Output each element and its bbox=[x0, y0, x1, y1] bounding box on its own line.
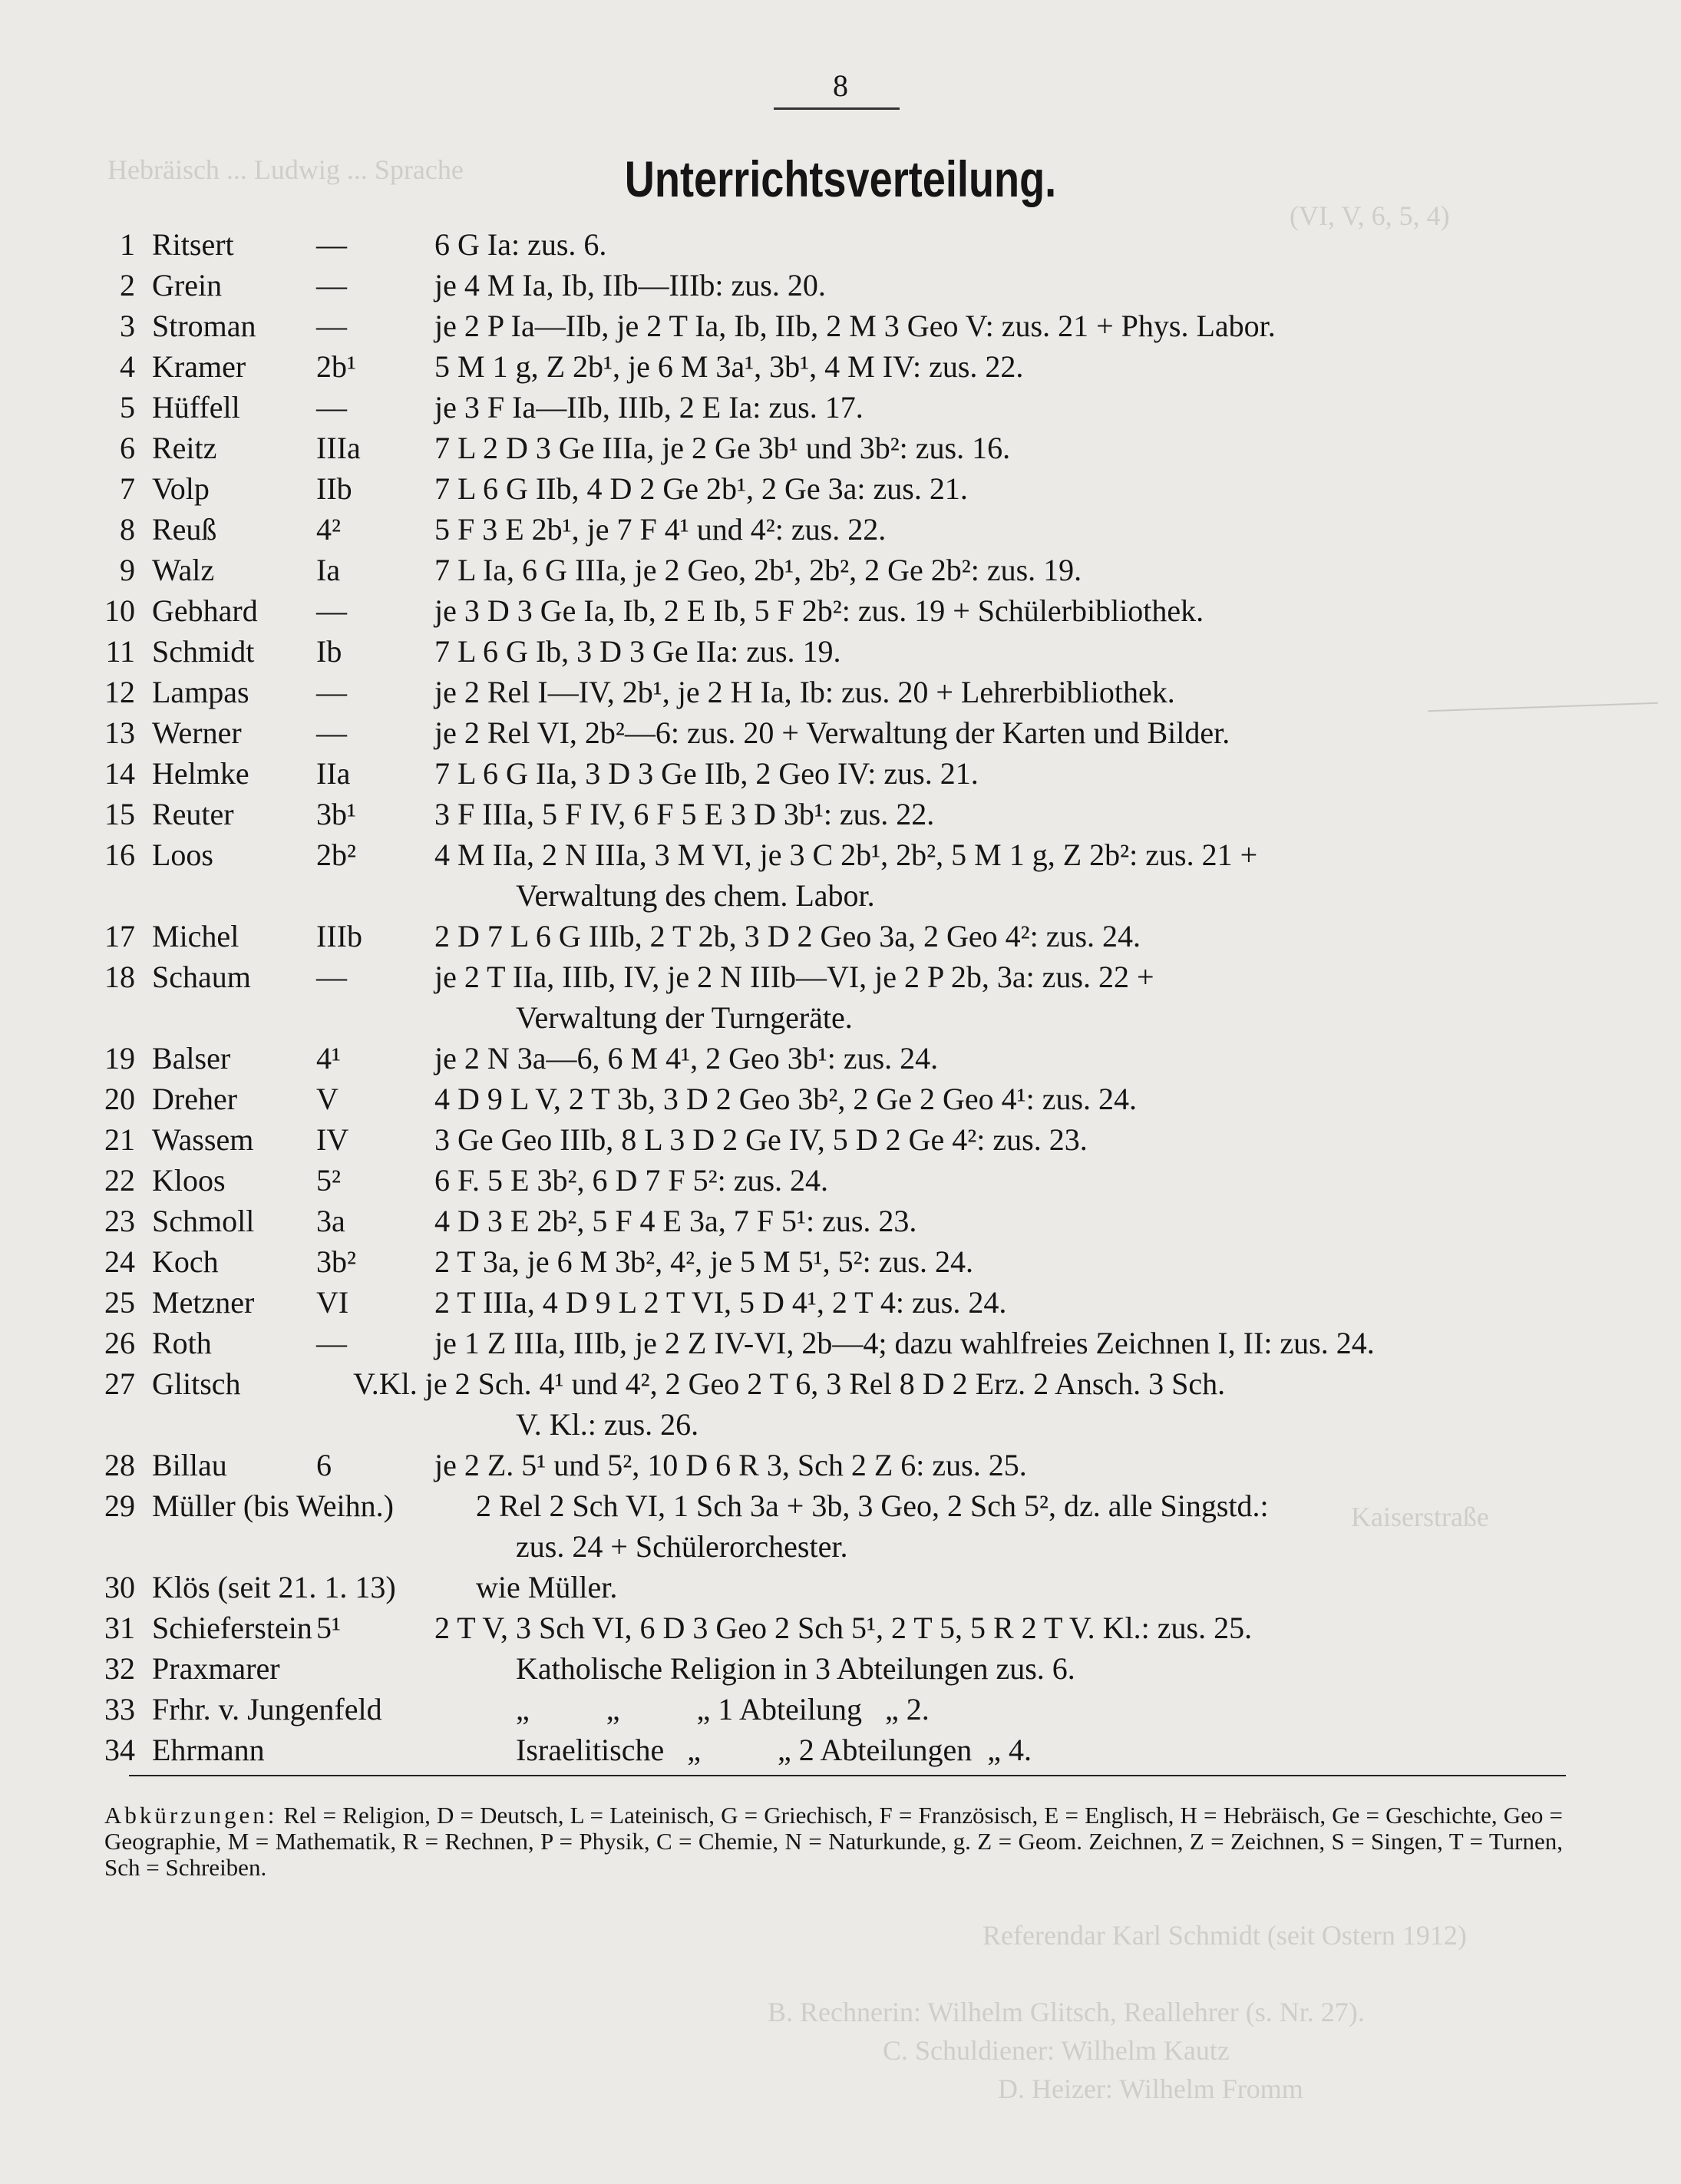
teacher-name: Praxmarer bbox=[152, 1651, 280, 1686]
table-row bbox=[0, 387, 1681, 428]
row-number: 32 bbox=[104, 1651, 135, 1686]
row-number: 16 bbox=[104, 838, 135, 872]
lesson-allocation: je 2 P Ia—IIb, je 2 T Ia, Ib, IIb, 2 M 3 Geo V: zus. 21 + Phys. Labor. bbox=[434, 309, 1276, 343]
teacher-name: Koch bbox=[152, 1244, 219, 1279]
row-number: 3 bbox=[120, 309, 135, 343]
bleed-through-text: Referendar Karl Schmidt (seit Ostern 1912) bbox=[983, 1920, 1467, 1951]
table-row bbox=[0, 590, 1681, 631]
abbreviations-text: Rel = Religion, D = Deutsch, L = Lateinisch, G = Griechisch, F = Französisch, E = Englisch, H = Hebräisch, Ge = Geschichte, Geo = Geographie, M = Mathematik, R = Rechnen, P = Physik, C = Chemie, N = Naturkunde, g. Z = Geom. Zeichnen, Z = Zeichnen, S = Singen, T = Turnen, Sch = Schreiben. bbox=[104, 1802, 1563, 1881]
row-number: 19 bbox=[104, 1041, 135, 1075]
table-row bbox=[0, 1730, 1681, 1770]
class-teacher-of: V bbox=[316, 1082, 339, 1116]
teacher-name: Schmidt bbox=[152, 634, 255, 669]
class-teacher-of: — bbox=[316, 268, 347, 302]
row-number: 31 bbox=[104, 1611, 135, 1645]
table-row-continuation bbox=[0, 997, 1681, 1038]
teacher-name: Dreher bbox=[152, 1082, 238, 1116]
teacher-name: Billau bbox=[152, 1448, 227, 1482]
lesson-allocation: 4 D 9 L V, 2 T 3b, 3 D 2 Geo 3b², 2 Ge 2 Geo 4¹: zus. 24. bbox=[434, 1082, 1138, 1116]
table-row-continuation bbox=[0, 1526, 1681, 1567]
table-row bbox=[0, 1201, 1681, 1241]
teaching-allocation-list bbox=[0, 224, 1681, 1770]
class-teacher-of: 6 bbox=[316, 1448, 332, 1482]
bleed-through-text: B. Rechnerin: Wilhelm Glitsch, Reallehrer (s. Nr. 27). bbox=[768, 1997, 1365, 2027]
table-row bbox=[0, 428, 1681, 468]
table-row bbox=[0, 1241, 1681, 1282]
class-teacher-of: 2b² bbox=[316, 838, 356, 872]
teacher-name: Hüffell bbox=[152, 390, 240, 425]
teacher-name: Gebhard bbox=[152, 593, 258, 628]
table-row bbox=[0, 1323, 1681, 1363]
row-number: 26 bbox=[104, 1326, 135, 1360]
table-row-continuation bbox=[0, 1404, 1681, 1445]
class-teacher-of: — bbox=[316, 227, 347, 262]
class-teacher-of: 2b¹ bbox=[316, 349, 356, 384]
row-number: 9 bbox=[120, 553, 135, 587]
lesson-allocation: Israelitische „ „ 2 Abteilungen „ 4. bbox=[516, 1733, 1032, 1767]
row-number: 20 bbox=[104, 1082, 135, 1116]
row-number: 4 bbox=[120, 349, 135, 384]
table-row bbox=[0, 1689, 1681, 1730]
teacher-name: Müller (bis Weihn.) bbox=[152, 1488, 394, 1523]
table-row bbox=[0, 672, 1681, 712]
table-row bbox=[0, 346, 1681, 387]
class-teacher-of: 3b² bbox=[316, 1244, 356, 1279]
row-number: 27 bbox=[104, 1366, 135, 1401]
lesson-allocation: „ „ „ 1 Abteilung „ 2. bbox=[516, 1692, 930, 1726]
class-teacher-of: IV bbox=[316, 1122, 349, 1157]
row-number: 18 bbox=[104, 960, 135, 994]
class-teacher-of: — bbox=[316, 675, 347, 709]
row-number: 34 bbox=[104, 1733, 135, 1767]
row-number: 24 bbox=[104, 1244, 135, 1279]
lesson-allocation: je 4 M Ia, Ib, IIb—IIIb: zus. 20. bbox=[434, 268, 826, 302]
table-row bbox=[0, 550, 1681, 590]
bleed-through-text: D. Heizer: Wilhelm Fromm bbox=[998, 2073, 1303, 2104]
table-row bbox=[0, 1648, 1681, 1689]
teacher-name: Schieferstein bbox=[152, 1611, 312, 1645]
abbreviations-lead: Abkürzungen: bbox=[104, 1802, 278, 1829]
lesson-allocation-continuation: Verwaltung der Turngeräte. bbox=[516, 1000, 853, 1035]
class-teacher-of: — bbox=[316, 715, 347, 750]
table-row-continuation bbox=[0, 875, 1681, 916]
teacher-name: Walz bbox=[152, 553, 215, 587]
row-number: 21 bbox=[104, 1122, 135, 1157]
class-teacher-of: 3b¹ bbox=[316, 797, 356, 831]
class-teacher-of: 4¹ bbox=[316, 1041, 341, 1075]
row-number: 25 bbox=[104, 1285, 135, 1320]
bleed-through-text: C. Schuldiener: Wilhelm Kautz bbox=[883, 2035, 1230, 2066]
teacher-name: Glitsch bbox=[152, 1366, 241, 1401]
teacher-name: Schaum bbox=[152, 960, 251, 994]
row-number: 10 bbox=[104, 593, 135, 628]
table-row bbox=[0, 1363, 1681, 1404]
row-number: 5 bbox=[120, 390, 135, 425]
class-teacher-of: VI bbox=[316, 1285, 349, 1320]
bleed-through-text: Kaiserstraße bbox=[1351, 1502, 1489, 1532]
teacher-name: Kloos bbox=[152, 1163, 226, 1198]
class-teacher-of: — bbox=[316, 1326, 347, 1360]
bleed-through-text: Hebräisch ... Ludwig ... Sprache bbox=[107, 154, 464, 185]
teacher-name: Volp bbox=[152, 471, 210, 506]
class-teacher-of: IIa bbox=[316, 756, 351, 791]
class-teacher-of: — bbox=[316, 593, 347, 628]
row-number: 6 bbox=[120, 431, 135, 465]
teacher-name: Loos bbox=[152, 838, 213, 872]
class-teacher-of: 4² bbox=[316, 512, 341, 547]
table-row bbox=[0, 1607, 1681, 1648]
teacher-name: Werner bbox=[152, 715, 242, 750]
teacher-name: Frhr. v. Jungenfeld bbox=[152, 1692, 382, 1726]
teacher-name: Lampas bbox=[152, 675, 249, 709]
row-number: 11 bbox=[105, 634, 135, 669]
teacher-name: Helmke bbox=[152, 756, 249, 791]
lesson-allocation: je 1 Z IIIa, IIIb, je 2 Z IV-VI, 2b—4; dazu wahlfreies Zeichnen I, II: zus. 24. bbox=[434, 1326, 1375, 1360]
lesson-allocation: 7 L 6 G IIb, 4 D 2 Ge 2b¹, 2 Ge 3a: zus. 21. bbox=[434, 471, 968, 506]
table-row bbox=[0, 224, 1681, 265]
abbreviations-legend bbox=[104, 1802, 1563, 1881]
teacher-name: Reuß bbox=[152, 512, 217, 547]
lesson-allocation: je 3 D 3 Ge Ia, Ib, 2 E Ib, 5 F 2b²: zus. 19 + Schülerbibliothek. bbox=[434, 593, 1204, 628]
lesson-allocation: 6 F. 5 E 3b², 6 D 7 F 5²: zus. 24. bbox=[434, 1163, 829, 1198]
row-number: 8 bbox=[120, 512, 135, 547]
class-teacher-of: 3a bbox=[316, 1204, 345, 1238]
lesson-allocation: 6 G Ia: zus. 6. bbox=[434, 227, 607, 262]
teacher-name: Metzner bbox=[152, 1285, 255, 1320]
row-number: 23 bbox=[104, 1204, 135, 1238]
lesson-allocation-continuation: Verwaltung des chem. Labor. bbox=[516, 878, 875, 913]
teacher-name: Roth bbox=[152, 1326, 212, 1360]
teacher-name: Stroman bbox=[152, 309, 256, 343]
table-row bbox=[0, 794, 1681, 834]
table-row bbox=[0, 1079, 1681, 1119]
table-row bbox=[0, 1485, 1681, 1526]
lesson-allocation: wie Müller. bbox=[476, 1570, 618, 1604]
lesson-allocation: je 2 Z. 5¹ und 5², 10 D 6 R 3, Sch 2 Z 6: zus. 25. bbox=[434, 1448, 1027, 1482]
class-teacher-of: 5¹ bbox=[316, 1611, 341, 1645]
lesson-allocation: je 2 Rel VI, 2b²—6: zus. 20 + Verwaltung der Karten und Bilder. bbox=[434, 715, 1230, 750]
teacher-name: Wassem bbox=[152, 1122, 254, 1157]
lesson-allocation: 4 M IIa, 2 N IIIa, 3 M VI, je 3 C 2b¹, 2b², 5 M 1 g, Z 2b²: zus. 21 + bbox=[434, 838, 1258, 872]
lesson-allocation: 3 F IIIa, 5 F IV, 6 F 5 E 3 D 3b¹: zus. 22. bbox=[434, 797, 935, 831]
class-teacher-of: — bbox=[316, 960, 347, 994]
lesson-allocation: 2 T 3a, je 6 M 3b², 4², je 5 M 5¹, 5²: zus. 24. bbox=[434, 1244, 974, 1279]
table-row bbox=[0, 957, 1681, 997]
row-number: 33 bbox=[104, 1692, 135, 1726]
table-row bbox=[0, 1445, 1681, 1485]
lesson-allocation: 2 D 7 L 6 G IIIb, 2 T 2b, 3 D 2 Geo 3a, 2 Geo 4²: zus. 24. bbox=[434, 919, 1141, 953]
teacher-name: Klös (seit 21. 1. 13) bbox=[152, 1570, 396, 1604]
row-number: 1 bbox=[120, 227, 135, 262]
teacher-name: Reuter bbox=[152, 797, 234, 831]
lesson-allocation: 3 Ge Geo IIIb, 8 L 3 D 2 Ge IV, 5 D 2 Ge 4²: zus. 23. bbox=[434, 1122, 1088, 1157]
class-teacher-of: Ib bbox=[316, 634, 342, 669]
teacher-name: Schmoll bbox=[152, 1204, 255, 1238]
lesson-allocation: 7 L 6 G Ib, 3 D 3 Ge IIa: zus. 19. bbox=[434, 634, 841, 669]
row-number: 12 bbox=[104, 675, 135, 709]
row-number: 2 bbox=[120, 268, 135, 302]
lesson-allocation: Katholische Religion in 3 Abteilungen zus. 6. bbox=[516, 1651, 1075, 1686]
lesson-allocation: je 2 N 3a—6, 6 M 4¹, 2 Geo 3b¹: zus. 24. bbox=[434, 1041, 939, 1075]
lesson-allocation: 2 Rel 2 Sch VI, 1 Sch 3a + 3b, 3 Geo, 2 Sch 5², dz. alle Singstd.: bbox=[476, 1488, 1269, 1523]
table-row bbox=[0, 712, 1681, 753]
lesson-allocation: je 2 T IIa, IIIb, IV, je 2 N IIIb—VI, je 2 P 2b, 3a: zus. 22 + bbox=[434, 960, 1154, 994]
page-number-rule bbox=[774, 107, 900, 110]
lesson-allocation-continuation: zus. 24 + Schülerorchester. bbox=[516, 1529, 848, 1564]
row-number: 14 bbox=[104, 756, 135, 791]
class-teacher-of: — bbox=[316, 309, 347, 343]
lesson-allocation: 4 D 3 E 2b², 5 F 4 E 3a, 7 F 5¹: zus. 23. bbox=[434, 1204, 917, 1238]
lesson-allocation: je 2 Rel I—IV, 2b¹, je 2 H Ia, Ib: zus. 20 + Lehrerbibliothek. bbox=[434, 675, 1175, 709]
row-number: 29 bbox=[104, 1488, 135, 1523]
row-number: 7 bbox=[120, 471, 135, 506]
class-teacher-of: IIb bbox=[316, 471, 352, 506]
table-row bbox=[0, 265, 1681, 306]
teacher-name: Kramer bbox=[152, 349, 246, 384]
bleed-through-text: (VI, V, 6, 5, 4) bbox=[1290, 200, 1450, 231]
table-row bbox=[0, 834, 1681, 875]
teacher-name: Grein bbox=[152, 268, 223, 302]
class-teacher-of: IIIa bbox=[316, 431, 361, 465]
table-row bbox=[0, 306, 1681, 346]
teacher-name: Ritsert bbox=[152, 227, 234, 262]
table-row bbox=[0, 468, 1681, 509]
teacher-name: Michel bbox=[152, 919, 239, 953]
teacher-name: Ehrmann bbox=[152, 1733, 265, 1767]
class-teacher-of: IIIb bbox=[316, 919, 362, 953]
row-number: 13 bbox=[104, 715, 135, 750]
class-teacher-of: 5² bbox=[316, 1163, 341, 1198]
table-row bbox=[0, 753, 1681, 794]
row-number: 15 bbox=[104, 797, 135, 831]
table-row bbox=[0, 916, 1681, 957]
table-row bbox=[0, 1160, 1681, 1201]
table-row bbox=[0, 631, 1681, 672]
teacher-name: Reitz bbox=[152, 431, 217, 465]
lesson-allocation: 5 F 3 E 2b¹, je 7 F 4¹ und 4²: zus. 22. bbox=[434, 512, 887, 547]
lesson-allocation: 7 L 2 D 3 Ge IIIa, je 2 Ge 3b¹ und 3b²: zus. 16. bbox=[434, 431, 1011, 465]
row-number: 17 bbox=[104, 919, 135, 953]
lesson-allocation: V.Kl. je 2 Sch. 4¹ und 4², 2 Geo 2 T 6, 3 Rel 8 D 2 Erz. 2 Ansch. 3 Sch. bbox=[353, 1366, 1226, 1401]
table-row bbox=[0, 1567, 1681, 1607]
footer-divider bbox=[129, 1775, 1566, 1776]
lesson-allocation: 7 L 6 G IIa, 3 D 3 Ge IIb, 2 Geo IV: zus. 21. bbox=[434, 756, 979, 791]
table-row bbox=[0, 509, 1681, 550]
class-teacher-of: — bbox=[316, 390, 347, 425]
class-teacher-of: Ia bbox=[316, 553, 341, 587]
row-number: 22 bbox=[104, 1163, 135, 1198]
page-title: Unterrichtsverteilung. bbox=[624, 150, 1057, 207]
lesson-allocation-continuation: V. Kl.: zus. 26. bbox=[516, 1407, 699, 1442]
lesson-allocation: 5 M 1 g, Z 2b¹, je 6 M 3a¹, 3b¹, 4 M IV: zus. 22. bbox=[434, 349, 1024, 384]
table-row bbox=[0, 1038, 1681, 1079]
lesson-allocation: je 3 F Ia—IIb, IIIb, 2 E Ia: zus. 17. bbox=[434, 390, 864, 425]
page-number: 8 bbox=[833, 68, 848, 103]
table-row bbox=[0, 1282, 1681, 1323]
row-number: 30 bbox=[104, 1570, 135, 1604]
lesson-allocation: 7 L Ia, 6 G IIIa, je 2 Geo, 2b¹, 2b², 2 Ge 2b²: zus. 19. bbox=[434, 553, 1082, 587]
table-row bbox=[0, 1119, 1681, 1160]
lesson-allocation: 2 T IIIa, 4 D 9 L 2 T VI, 5 D 4¹, 2 T 4: zus. 24. bbox=[434, 1285, 1007, 1320]
row-number: 28 bbox=[104, 1448, 135, 1482]
lesson-allocation: 2 T V, 3 Sch VI, 6 D 3 Geo 2 Sch 5¹, 2 T 5, 5 R 2 T V. Kl.: zus. 25. bbox=[434, 1611, 1253, 1645]
teacher-name: Balser bbox=[152, 1041, 231, 1075]
